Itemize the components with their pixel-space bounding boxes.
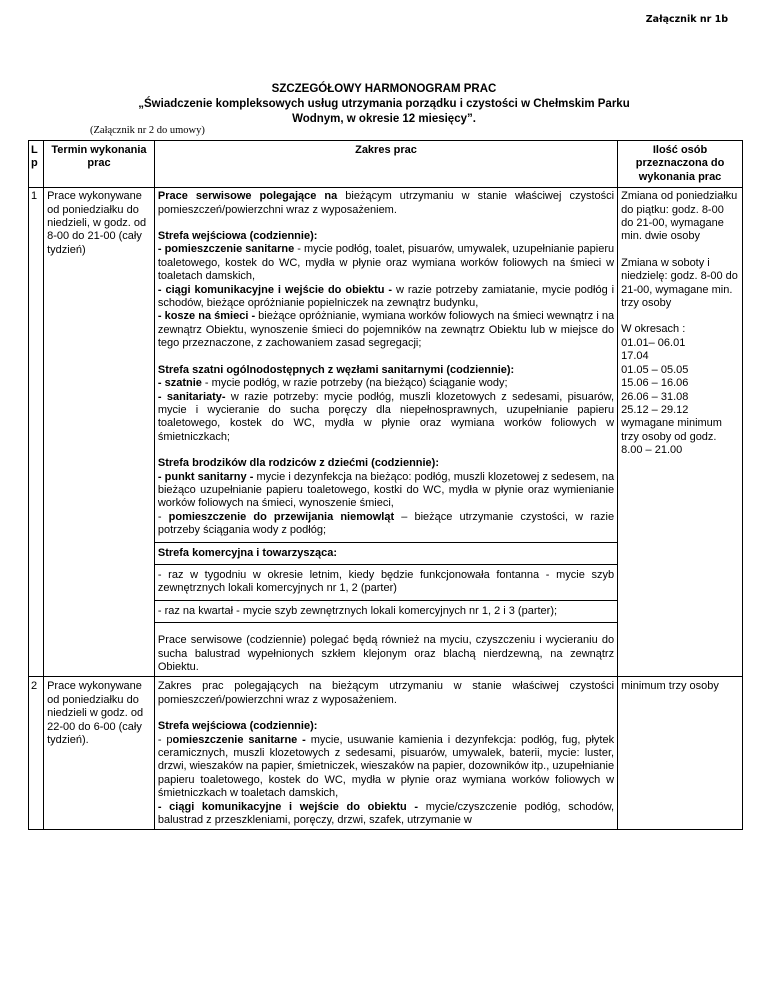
zone-lockers-heading: Strefa szatni ogólnodostępnych z węzłami sanitarnymi (codziennie): [157,363,515,376]
period-item: 01.01– 06.01 [621,336,686,349]
persons-weekends: Zmiana w soboty i niedzielę: godz. 8-00 do 21-00, wymagane min. trzy osoby [621,256,738,310]
row1-persons [618,188,743,677]
zone-entrance-corridors: - ciągi komunikacyjne i wejście do obiektu - w razie potrzeby zamiatanie, mycie podłóg i schodów, bieżące opróżnianie popielniczek na zewnątrz budynku, [157,283,615,310]
contract-note: (Załącznik nr 2 do umowy) [90,125,205,136]
title-subject-line2: Wodnym, w okresie 12 miesięcy”. [292,113,476,125]
title-main: SZCZEGÓŁOWY HARMONOGRAM PRAC [271,83,497,95]
zone-commercial-quarterly: - raz na kwartał - mycie szyb zewnętrznych lokali komercyjnych nr 1, 2 i 3 (parter); [157,604,558,617]
row2-zone-entrance-corridors: - ciągi komunikacyjne i wejście do obiektu - mycie/czyszczenie podłóg, schodów, balustrad z przeszkleniami, poręczy, drzwi, szafek, utrzymanie w [157,800,615,827]
zone-commercial-weekly: - raz w tygodniu w okresie letnim, kiedy będzie funkcjonowała fontanna - mycie szyb zewnętrznych lokali komercyjnych nr 1, 2 (parter) [157,568,615,595]
header-lp: L p [29,141,44,188]
period-item: 17.04 [621,350,649,363]
zone-lockers-sanitary: - sanitariaty- w razie potrzeby: mycie podłóg, muszli klozetowych z sedesami, pisuarów, mycie i wycieranie do sucha poręczy dla niepełnosprawnych, uzupełnianie papieru toaletowego, kostek do WC, mydła w płynie oraz wymiana worków foliowych w śmietniczkach; [157,390,615,443]
persons-periods-label: W okresach : [621,323,686,336]
header-persons: Ilość osób przeznaczona do wykonania prac [618,141,743,188]
row1-scope [154,188,617,677]
period-item: 01.05 – 05.05 [621,363,689,376]
service-balustrades: Prace serwisowe (codziennie) polegać będą również na myciu, czyszczeniu i wycieraniu do sucha balustrad wypełnionych szkłem klejonym oraz blachą nierdzewną, na zewnątrz Obiektu. [157,634,615,673]
title-subject-line1: „Świadczenie kompleksowych usług utrzymania porządku i czystości w Chełmskim Parku [138,98,630,110]
table-header-row [29,141,743,188]
row2-persons: minimum trzy osoby [618,677,743,830]
table-row [29,677,743,830]
persons-weekdays: Zmiana od poniedziałku do piątku: godz. 8-00 do 21-00, wymagane min. dwie osoby [621,190,738,243]
period-item: 15.06 – 16.06 [621,377,689,390]
row2-zone-entrance-heading: Strefa wejściowa (codziennie): [157,720,318,733]
period-item: 25.12 – 29.12 [621,403,689,416]
header-term: Termin wykonania prac [44,141,155,188]
zone-paddling-sanitary: - punkt sanitarny - mycie i dezynfekcja na bieżąco: podłóg, muszli klozetowej z sedesem, na bieżąco uzupełnianie papieru toaletowego, kostki do WC, mydła w płynie oraz wymienianie worków foliowych na śmieci, wynoszenie śmieci, [157,470,615,510]
row2-zone-entrance-sanitary: - pomieszczenie sanitarne - mycie, usuwanie kamienia i dezynfekcja: podłóg, fug, płytek ceramicznych, muszli klozetowych z sedesami, pisuarów, umywalek, baterii, mycie: luster, drzwi, wieszaków na papier, śmietniczek, wieszaków na papier, dozowników itp., uzupełnianie papieru toaletowego, kostek do WC, mydła w płynie oraz wymiana worków foliowych w śmietniczkach w toaletach damskich, [157,733,615,800]
header-scope: Zakres prac [154,141,617,188]
annex-label: Załącznik nr 1b [645,14,728,25]
row2-scope [154,677,617,830]
row2-lp: 2 [29,677,44,830]
table-row [29,188,743,677]
period-item: 26.06 – 31.08 [621,390,689,403]
schedule-table [28,140,743,830]
zone-entrance-sanitary: - pomieszczenie sanitarne - mycie podłóg, toalet, pisuarów, umywalek, uzupełnianie papieru toaletowego, kostek do WC, mydła w płynie oraz wymiana worków foliowych na śmieci w toaletach damskich, [157,243,615,283]
row2-intro: Zakres prac polegających na bieżącym utrzymaniu w stanie właściwej czystości pomieszczeń/powierzchni wraz z wyposażeniem. [157,680,615,706]
row1-lp: 1 [29,188,44,677]
row2-term: Prace wykonywane od poniedziałku do niedzieli w godz. od 22-00 do 6-00 (cały tydzień). [44,677,155,830]
zone-entrance-bins: - kosze na śmieci - bieżące opróżnianie, wymiana worków foliowych na śmieci wewnątrz i na zewnątrz Obiektu, wynoszenie śmieci do pojemników na zewnątrz Obiektu lub w miejsce do tego przeznaczone, z zachowaniem zasad segregacji; [157,310,615,350]
zone-paddling-changing-room: - pomieszczenie do przewijania niemowląt – bieżące utrzymanie czystości, w razie potrzeby ściągania wody z podłóg; [157,510,615,537]
zone-entrance-heading: Strefa wejściowa (codziennie): [157,230,318,243]
row1-intro: Prace serwisowe polegające na bieżącym utrzymaniu w stanie właściwej czystości pomieszczeń/powierzchni wraz z wyposażeniem. [157,190,615,216]
zone-lockers-changing: - szatnie - mycie podłóg, w razie potrzeby (na bieżąco) ściąganie wody; [157,377,508,390]
zone-paddling-heading: Strefa brodzików dla rodziców z dziećmi (codziennie): [157,457,440,470]
row1-term: Prace wykonywane od poniedziałku do niedzieli, w godz. od 8-00 do 21-00 (cały tydzień) [44,188,155,677]
persons-periods-requirement: wymagane minimum trzy osoby od godz. 8.00 – 21.00 [621,417,722,457]
zone-commercial-heading: Strefa komercyjna i towarzysząca: [157,546,337,559]
